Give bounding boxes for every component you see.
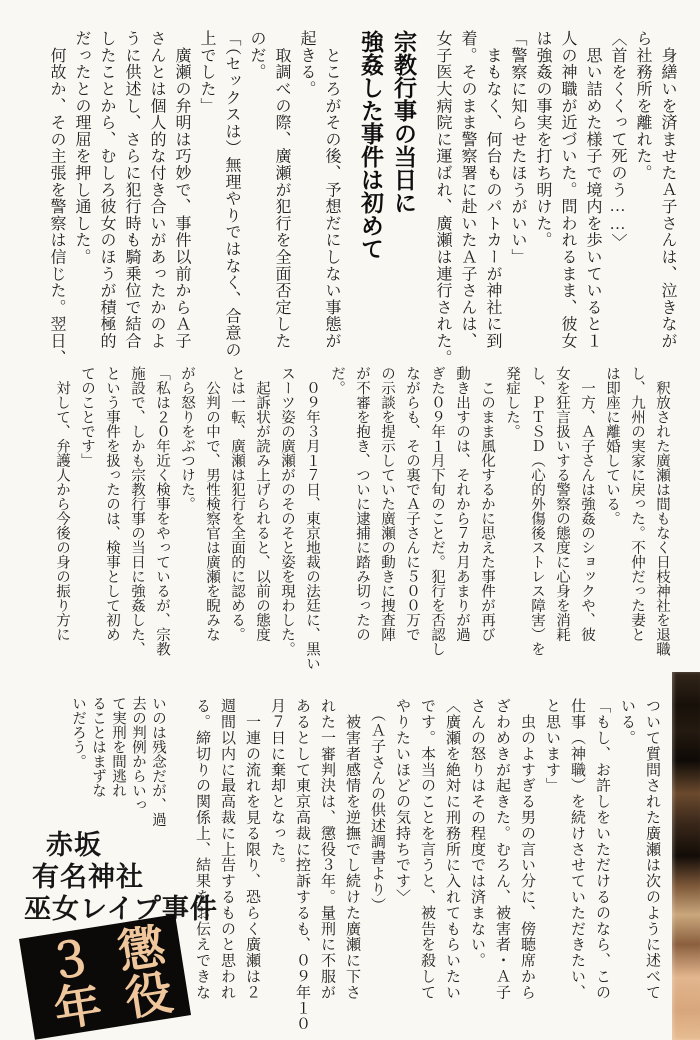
headline-line-1: 宗教行事の当日に xyxy=(391,30,417,214)
text-column: 「もし、お許しをいただけるのなら、この xyxy=(594,698,610,1001)
text-column: 釈放された廣瀬は間もなく日枝神社を退職 xyxy=(654,366,670,656)
text-column: てのことです」 xyxy=(79,366,95,468)
article-bottom-short-columns xyxy=(62,696,168,848)
text-column: 〈首をくくって死のう……〉 xyxy=(609,30,626,251)
text-column: いだろう。 xyxy=(70,696,86,769)
text-column: スーツ姿の廣瀬がのそのそと姿を現わした。 xyxy=(279,366,295,656)
text-column: は即座に離婚している。 xyxy=(604,366,620,526)
text-column: ぎた０９年１月下旬のことだ。犯行を否認し xyxy=(429,366,445,656)
text-column: という事件を扱ったのは、検事として初め xyxy=(104,366,120,642)
text-column: 取調べの際、廣瀬が犯行を全面否定した xyxy=(273,30,290,350)
text-column: のだ。 xyxy=(248,30,265,81)
text-column: 被害者感情を逆撫でし続けた廣瀬に下さ xyxy=(344,698,360,1001)
text-column: 女子医大病院に運ばれ、廣瀬は連行された。 xyxy=(434,30,451,366)
text-column: る。締切りの関係上、結果をお伝えできな xyxy=(194,698,210,1001)
text-column: 着。そのまま警察署に赴いたＡ子さんは、 xyxy=(459,30,476,350)
text-column: うに供述し、さらに犯行時も騎乗位で結合 xyxy=(123,30,140,350)
text-column: 月７日に棄却となった。 xyxy=(269,698,285,873)
text-column: 一連の流れを見る限り、恐らく廣瀬は２ xyxy=(244,698,260,1001)
article-mid-section xyxy=(26,366,674,671)
text-column: 仕事（神職）を続けさせていただきたい、 xyxy=(569,698,585,1001)
text-column: 起きる。 xyxy=(298,30,315,98)
title-line: 赤坂 xyxy=(46,830,102,860)
verdict-column-left: ３年 xyxy=(36,932,103,1034)
article-top-section xyxy=(32,30,680,368)
text-column: やりたいほどの気持ちです〉 xyxy=(394,698,410,905)
text-column: このまま風化するかに思えた事件が再び xyxy=(479,366,495,642)
text-column: ついて質問された廣瀬は次のように述べて xyxy=(644,698,660,1001)
text-column: とは一転、廣瀬は犯行を全面的に認める。 xyxy=(229,366,245,642)
text-column: です。本当のことを言うと、被告を殺して xyxy=(419,698,435,1001)
text-column: と思います」 xyxy=(544,698,560,794)
text-column: 人の神職が近づいた。問われるまま、彼女 xyxy=(559,30,576,350)
verdict-text xyxy=(27,919,184,1034)
text-column: だ。 xyxy=(329,366,345,395)
article-title-block xyxy=(24,829,218,925)
text-column: ところがその後、予想だにしない事態が xyxy=(323,30,340,350)
text-column: したことから、むしろ彼女のほうが積極的 xyxy=(98,30,115,350)
text-column: 思い詰めた様子で境内を歩いていると１ xyxy=(584,30,601,350)
title-line: 巫女レイプ事件 xyxy=(24,894,218,924)
article-bottom-section xyxy=(182,698,664,1038)
text-column: 「私は２０年近く検事をやっているが、宗教 xyxy=(154,366,170,656)
text-column: は強姦の事実を打ち明けた。 xyxy=(534,30,551,249)
text-column: し、ＰＴＳＤ（心的外傷後ストレス障害）を xyxy=(529,366,545,656)
text-column: ながらも、その裏でＡ子さんに５００万で xyxy=(404,366,420,642)
verdict-column-right: 懲役 xyxy=(107,920,174,1022)
verdict-box xyxy=(19,914,191,1039)
text-column: ざわめきが起きた。むろん、被害者・Ａ子 xyxy=(494,698,510,1001)
text-column: 「警察に知らせたほうがいい」 xyxy=(509,30,526,266)
text-column: さんの怒りはその程度では済まない。 xyxy=(469,698,485,969)
text-column: だったとの理屈を押し通した。 xyxy=(73,30,90,266)
text-column: まもなく、何台ものパトカーが神社に到 xyxy=(484,30,501,350)
text-column: がら怒りをぶつけた。 xyxy=(179,366,195,511)
text-column: の示談を提示していた廣瀬の動きに捜査陣 xyxy=(379,366,395,642)
text-column: （Ａ子さんの供述調書より） xyxy=(369,698,385,914)
text-column: し、九州の実家に戻った。不仲だった妻と xyxy=(629,366,645,642)
text-column: 動き出すのは、それから７カ月あまりが過 xyxy=(454,366,470,642)
text-column: 起訴状が読み上げられると、以前の態度 xyxy=(254,366,270,642)
text-column: 虫のよすぎる男の言い分に、傍聴席から xyxy=(519,698,535,1001)
text-column: 一方、Ａ子さんは強姦のショックや、彼 xyxy=(579,366,595,642)
text-column: れた一審判決は、懲役３年。量刑に不服が xyxy=(319,698,335,1001)
text-column: いる。 xyxy=(619,698,635,746)
text-column: て実刑を間逃れ xyxy=(110,696,126,798)
text-column: 公判の中で、男性検察官は廣瀬を睨みな xyxy=(204,366,220,642)
text-column: 「（セックスは）無理やりではなく、合意の xyxy=(223,30,240,358)
top-right-columns xyxy=(430,30,680,368)
text-column: 去の判例からいっ xyxy=(130,696,146,812)
text-column: 廣瀬の弁明は巧妙で、事件以前からＡ子 xyxy=(173,30,190,350)
photo-strip xyxy=(672,672,700,1040)
text-column: ０９年３月１７日、東京地裁の法廷に、黒い xyxy=(304,366,320,671)
text-column: 何故か、その主張を警察は信じた。翌日、 xyxy=(48,30,65,366)
text-column: 〈廣瀬を絶対に刑務所に入れてもらいたい xyxy=(444,698,460,1001)
text-column: 施設で、しかも宗教行事の当日に強姦した、 xyxy=(129,366,145,656)
top-left-columns xyxy=(44,30,344,368)
text-column: さんとは個人的な付き合いがあったかのよ xyxy=(148,30,165,350)
text-column: 発症した。 xyxy=(504,366,520,439)
text-column: が不審を抱き、ついに逮捕に踏み切ったの xyxy=(354,366,370,642)
headline-line-2: 強姦した事件は初めて xyxy=(358,30,384,260)
text-column: ら社務所を離れた。 xyxy=(634,30,651,182)
text-column: 身繕いを済ませたＡ子さんは、泣きなが xyxy=(659,30,676,350)
text-column: あるとして東京高裁に控訴するも、０９年１０ xyxy=(294,698,310,1032)
text-column: 上でした」 xyxy=(198,30,215,114)
text-column: いのは残念だが、過 xyxy=(150,696,166,827)
text-column: 女を狂言扱いする警察の態度に心身を消耗 xyxy=(554,366,570,642)
article-headline xyxy=(344,30,430,368)
text-column: 週間以内に最高裁に上告するものと思われ xyxy=(219,698,235,1001)
text-column: ることはまずな xyxy=(90,696,106,798)
text-column: 対して、弁護人から今後の身の振り方に xyxy=(54,366,70,642)
title-line: 有名神社 xyxy=(32,862,144,892)
